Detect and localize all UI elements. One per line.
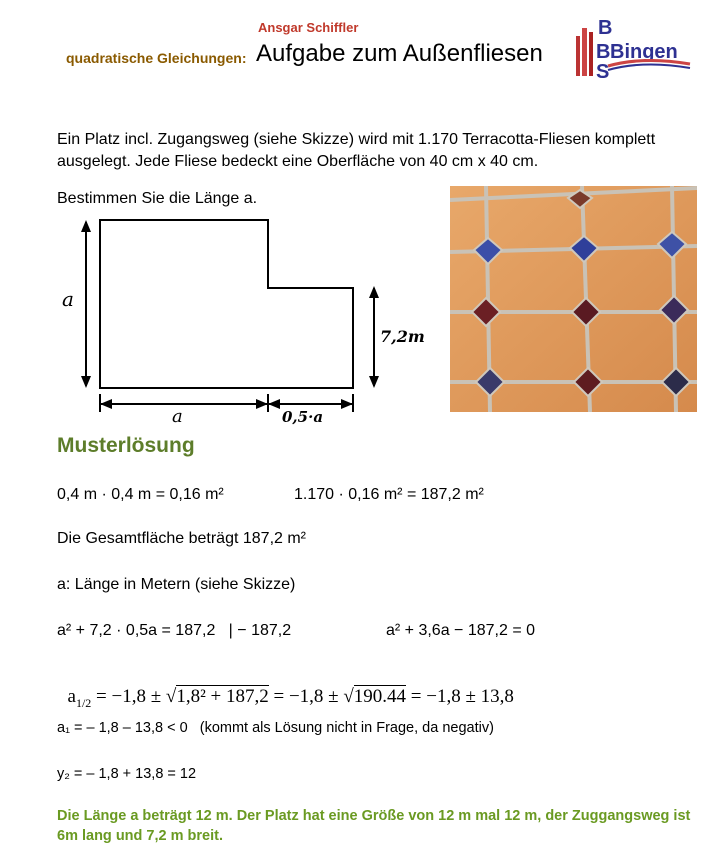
task-text: Bestimmen Sie die Länge a. — [57, 190, 258, 207]
equation: a² + 7,2 · 0,5a = 187,2 | − 187,2 — [57, 622, 292, 639]
pq-part1: = −1,8 ± — [91, 686, 166, 707]
sqrt-icon: √ — [165, 686, 177, 707]
subject-label: quadratische Gleichungen: — [66, 50, 247, 66]
author-name: Ansgar Schiffler — [258, 20, 359, 35]
logo-letter-s: S — [596, 61, 610, 80]
logo-letter-b1: B — [598, 18, 613, 39]
floor-outline — [100, 220, 353, 388]
total-area-text: Die Gesamtfläche beträgt 187,2 m² — [57, 530, 307, 547]
label-0-5a: 0,5·a — [282, 408, 324, 426]
pq-root2: 190.44 — [353, 686, 407, 707]
tile-area-calc: 0,4 m · 0,4 m = 0,16 m² — [57, 486, 224, 503]
pq-part2: = −1,8 ± — [268, 686, 344, 707]
pq-root1: 1,8² + 187,2 — [176, 686, 269, 707]
pq-subscript: 1/2 — [75, 695, 92, 710]
pq-formula — [58, 664, 514, 711]
solution-a1: a₁ = – 1,8 – 13,8 < 0 (kommt als Lösung nicht in Frage, da negativ) — [57, 720, 494, 736]
floor-plan-sketch — [58, 218, 438, 428]
pq-part3: = −1,8 ± 13,8 — [406, 686, 514, 707]
solution-a2: y₂ = – 1,8 + 13,8 = 12 — [57, 766, 197, 782]
logo-letter-b2: B — [596, 41, 611, 63]
page-title: Aufgabe zum Außenfliesen — [256, 40, 543, 67]
final-answer: Die Länge a beträgt 12 m. Der Platz hat eine Größe von 12 m mal 12 m, der Zuggangsweg ist 6m lang und 7,2 m breit. — [57, 808, 691, 844]
label-a-side: a — [62, 287, 74, 311]
school-logo — [574, 18, 692, 80]
total-area-calc: 1.170 · 0,16 m² = 187,2 m² — [294, 486, 484, 503]
solution-heading: Musterlösung — [57, 434, 195, 457]
logo-name: Bingen — [610, 41, 678, 63]
intro-text: Ein Platz incl. Zugangsweg (siehe Skizze) wird mit 1.170 Terracotta-Fliesen komplett ausgelegt. Jede Fliese bedeckt eine Oberfläche von 40 cm x 40 cm. — [57, 131, 656, 170]
label-7-2m: 7,2m — [380, 327, 425, 346]
sqrt-icon: √ — [343, 686, 354, 707]
variable-definition: a: Länge in Metern (siehe Skizze) — [57, 576, 296, 593]
label-a-bottom: a — [172, 406, 183, 427]
equation-normal-form: a² + 3,6a − 187,2 = 0 — [386, 622, 536, 639]
pq-lhs: a — [67, 686, 76, 707]
terracotta-tiles-photo — [450, 186, 697, 412]
